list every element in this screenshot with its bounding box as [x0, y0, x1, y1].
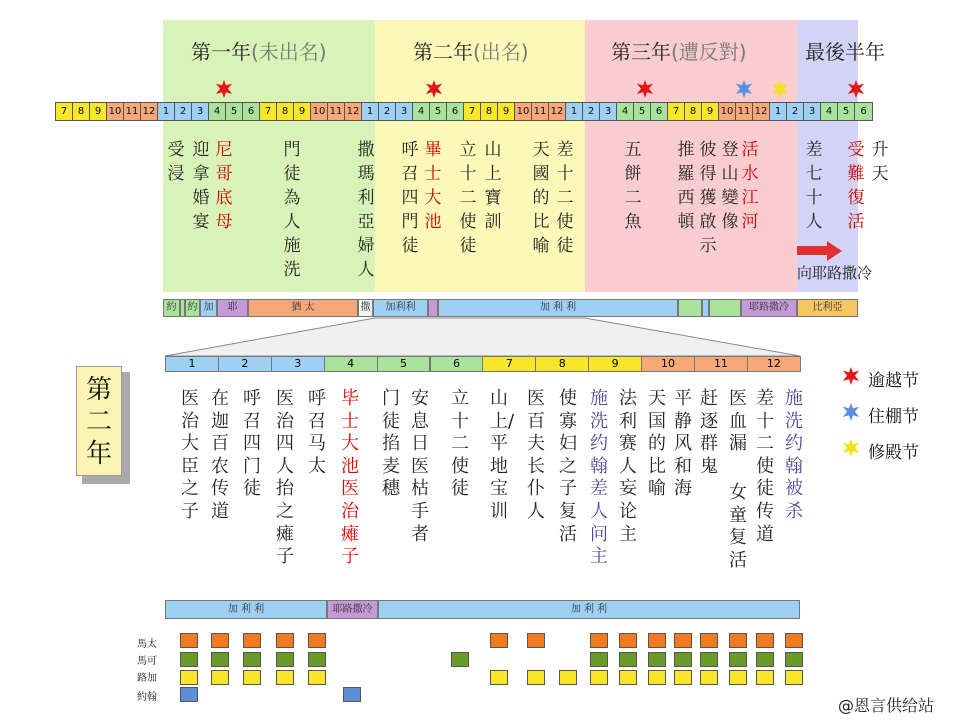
month-cell: 3 — [600, 103, 617, 120]
month-cell: 7 — [260, 103, 277, 120]
luke-mark-square — [700, 670, 718, 685]
year2-month-cell: 6 — [430, 356, 484, 372]
top-event: 門徒為人施洗 — [283, 140, 301, 280]
region-band-samaria: 撒 — [358, 299, 373, 317]
gospel-john: 約翰 — [137, 692, 157, 703]
year2-month-cell: 7 — [482, 356, 536, 372]
legend-tabernacles: 住棚节 — [868, 407, 919, 427]
year3-label: 第三年(遭反對) — [611, 40, 747, 64]
mark-mark-square — [756, 652, 774, 667]
month-cell: 3 — [396, 103, 413, 120]
month-cell: 7 — [464, 103, 481, 120]
top-event: 撒瑪利亞婦人 — [357, 140, 375, 280]
region-band-john: 約 — [163, 299, 180, 317]
region-band-galilee: 加利利 — [373, 299, 428, 317]
month-cell: 4 — [413, 103, 430, 120]
luke-mark-square — [308, 670, 326, 685]
top-event: 彼得獲啟示 — [699, 140, 717, 256]
month-cell: 11 — [532, 103, 549, 120]
year2-month-cell: 10 — [641, 356, 695, 372]
year2-month-cell: 5 — [377, 356, 431, 372]
mark-mark-square — [785, 652, 803, 667]
region-band-john: 約 — [185, 299, 200, 317]
month-cell: 5 — [634, 103, 651, 120]
month-cell: 9 — [702, 103, 719, 120]
mark-mark-square — [619, 652, 637, 667]
mark-mark-square — [648, 652, 666, 667]
month-cell: 2 — [175, 103, 192, 120]
month-cell: 1 — [362, 103, 379, 120]
top-event: 活水江河 — [741, 140, 759, 232]
year2-event: 女童复活 — [729, 482, 747, 571]
gospel-mark: 馬可 — [137, 656, 157, 667]
month-cell: 8 — [481, 103, 498, 120]
passover-star-icon — [842, 367, 860, 385]
lower-band-jerusalem: 耶路撒冷 — [327, 600, 378, 619]
year1-label: 第一年(未出名) — [191, 40, 327, 64]
top-event: 受浸 — [167, 140, 185, 184]
luke-mark-square — [211, 670, 229, 685]
matthew-mark-square — [700, 633, 718, 648]
region-band-jerusalem: 耶 — [217, 299, 248, 317]
month-cell: 5 — [430, 103, 447, 120]
mark-mark-square — [700, 652, 718, 667]
month-cell: 12 — [345, 103, 362, 120]
month-cell: 1 — [158, 103, 175, 120]
john-mark-square — [180, 687, 198, 702]
year2-event: 立十二使徒 — [451, 388, 469, 500]
month-cell: 1 — [566, 103, 583, 120]
month-cell: 6 — [855, 103, 872, 120]
legend-dedication: 修殿节 — [868, 443, 919, 463]
month-cell: 8 — [685, 103, 702, 120]
luke-mark-square — [559, 670, 577, 685]
month-cell: 6 — [651, 103, 668, 120]
month-cell: 7 — [56, 103, 73, 120]
month-cell: 10 — [515, 103, 532, 120]
month-cell: 5 — [226, 103, 243, 120]
matthew-mark-square — [243, 633, 261, 648]
year2-event: 门徒掐麦穗 — [382, 388, 400, 500]
top-event: 立十二使徒 — [459, 140, 477, 256]
mark-mark-square — [276, 652, 294, 667]
lower-band-galilee: 加 利 利 — [378, 600, 800, 619]
year2-event: 赶逐群鬼 — [700, 388, 718, 477]
matthew-mark-square — [276, 633, 294, 648]
year2-month-cell: 1 — [165, 356, 219, 372]
top-event: 登山變像 — [721, 140, 739, 232]
year2-event: 医血漏 — [729, 388, 747, 455]
luke-mark-square — [729, 670, 747, 685]
month-cell: 2 — [583, 103, 600, 120]
month-cell: 12 — [549, 103, 566, 120]
mark-mark-square — [674, 652, 692, 667]
mark-mark-square — [243, 652, 261, 667]
mark-mark-square — [451, 652, 469, 667]
matthew-mark-square — [619, 633, 637, 648]
year2-event: 施洗约翰被杀 — [785, 388, 803, 522]
year2-event: 毕士大池医治瘫子 — [341, 388, 359, 568]
year2-event: 安息日医枯手者 — [411, 388, 429, 545]
month-cell: 10 — [311, 103, 328, 120]
year2-month-cell: 2 — [218, 356, 272, 372]
month-cell: 11 — [328, 103, 345, 120]
mark-mark-square — [729, 652, 747, 667]
top-event: 山上寶訓 — [484, 140, 502, 232]
top-event: 五餅二魚 — [624, 140, 642, 232]
month-cell: 9 — [90, 103, 107, 120]
year2-event: 施洗约翰差人问主 — [590, 388, 608, 568]
year2-event: 呼召马太 — [308, 388, 326, 477]
watermark: @恩言供给站 — [838, 696, 935, 715]
dedication-star-icon — [842, 439, 860, 457]
luke-mark-square — [276, 670, 294, 685]
top-event: 升天 — [871, 140, 889, 184]
luke-mark-square — [756, 670, 774, 685]
john-mark-square — [343, 687, 361, 702]
year2-month-cell: 3 — [271, 356, 325, 372]
top-event: 差七十人 — [805, 140, 823, 232]
matthew-mark-square — [308, 633, 326, 648]
month-cell: 8 — [73, 103, 90, 120]
top-event: 畢士大池 — [424, 140, 442, 232]
matthew-mark-square — [648, 633, 666, 648]
year2-event: 差十二使徒传道 — [756, 388, 774, 545]
month-cell: 2 — [787, 103, 804, 120]
year2-event: 呼召四门徒 — [243, 388, 261, 500]
year2-event: 医治大臣之子 — [181, 388, 199, 522]
luke-mark-square — [674, 670, 692, 685]
month-cell: 8 — [277, 103, 294, 120]
luke-mark-square — [490, 670, 508, 685]
year2-event: 法利赛人妄论主 — [619, 388, 637, 545]
matthew-mark-square — [490, 633, 508, 648]
year2-event: 平静风和海 — [674, 388, 692, 500]
tabernacles-star-icon — [842, 403, 860, 421]
month-cell: 11 — [124, 103, 141, 120]
month-cell: 4 — [617, 103, 634, 120]
month-cell: 7 — [668, 103, 685, 120]
month-cell: 5 — [838, 103, 855, 120]
year2-event: 使寡妇之子复活 — [559, 388, 577, 545]
matthew-mark-square — [785, 633, 803, 648]
month-cell: 3 — [192, 103, 209, 120]
year2-month-cell: 9 — [588, 356, 642, 372]
year2-month-cell: 8 — [535, 356, 589, 372]
luke-mark-square — [785, 670, 803, 685]
month-cell: 1 — [770, 103, 787, 120]
month-cell: 9 — [294, 103, 311, 120]
mark-mark-square — [590, 652, 608, 667]
month-cell: 12 — [141, 103, 158, 120]
month-cell: 4 — [209, 103, 226, 120]
matthew-mark-square — [527, 633, 545, 648]
year2-event: 山上/平地宝训 — [490, 388, 515, 522]
gospel-luke: 路加 — [137, 673, 157, 684]
month-cell: 2 — [379, 103, 396, 120]
year2-month-cell: 12 — [747, 356, 801, 372]
to-jerusalem-label: 向耶路撒冷 — [797, 264, 873, 282]
matthew-mark-square — [729, 633, 747, 648]
luke-mark-square — [590, 670, 608, 685]
year2-month-cell: 11 — [694, 356, 748, 372]
matthew-mark-square — [756, 633, 774, 648]
top-event: 呼召四門徒 — [401, 140, 419, 256]
mark-mark-square — [308, 652, 326, 667]
month-cell: 9 — [498, 103, 515, 120]
luke-mark-square — [619, 670, 637, 685]
month-cell: 4 — [821, 103, 838, 120]
region-band-galilee: 加 利 利 — [438, 299, 678, 317]
year2-event: 医百夫长仆人 — [527, 388, 545, 522]
month-cell: 10 — [107, 103, 124, 120]
top-event: 差十二使徒 — [556, 140, 574, 256]
top-event: 尼哥底母 — [215, 140, 233, 232]
luke-mark-square — [243, 670, 261, 685]
top-event: 推羅西頓 — [677, 140, 695, 232]
matthew-mark-square — [180, 633, 198, 648]
region-band-judea: 猶 太 — [248, 299, 358, 317]
month-cell: 10 — [719, 103, 736, 120]
matthew-mark-square — [674, 633, 692, 648]
region-band-perea: 比利亞 — [797, 299, 858, 317]
luke-mark-square — [180, 670, 198, 685]
matthew-mark-square — [590, 633, 608, 648]
year2-month-cell: 4 — [324, 356, 378, 372]
legend-passover: 逾越节 — [868, 371, 919, 391]
region-band-jerusalem: 耶路撒冷 — [741, 299, 797, 317]
year2-title: 第二年 — [85, 375, 112, 469]
month-cell: 6 — [447, 103, 464, 120]
year2-label: 第二年(出名) — [413, 40, 529, 64]
month-cell: 6 — [243, 103, 260, 120]
month-cell: 11 — [736, 103, 753, 120]
top-event: 受難復活 — [847, 140, 865, 232]
region-band-galilee: 加 — [200, 299, 217, 317]
luke-mark-square — [527, 670, 545, 685]
year2-event: 在迦百农传道 — [211, 388, 229, 522]
mark-mark-square — [211, 652, 229, 667]
mark-mark-square — [180, 652, 198, 667]
year4-label: 最後半年 — [805, 40, 885, 64]
lower-band-galilee: 加 利 利 — [165, 600, 327, 619]
luke-mark-square — [648, 670, 666, 685]
month-cell: 3 — [804, 103, 821, 120]
top-event: 迎拿婚宴 — [192, 140, 210, 232]
year2-event: 医治四人抬之瘫子 — [276, 388, 294, 568]
top-event: 天國的比喻 — [532, 140, 550, 256]
month-cell: 12 — [753, 103, 770, 120]
year2-event: 天国的比喻 — [648, 388, 666, 500]
matthew-mark-square — [211, 633, 229, 648]
gospel-matthew: 馬太 — [137, 639, 157, 650]
